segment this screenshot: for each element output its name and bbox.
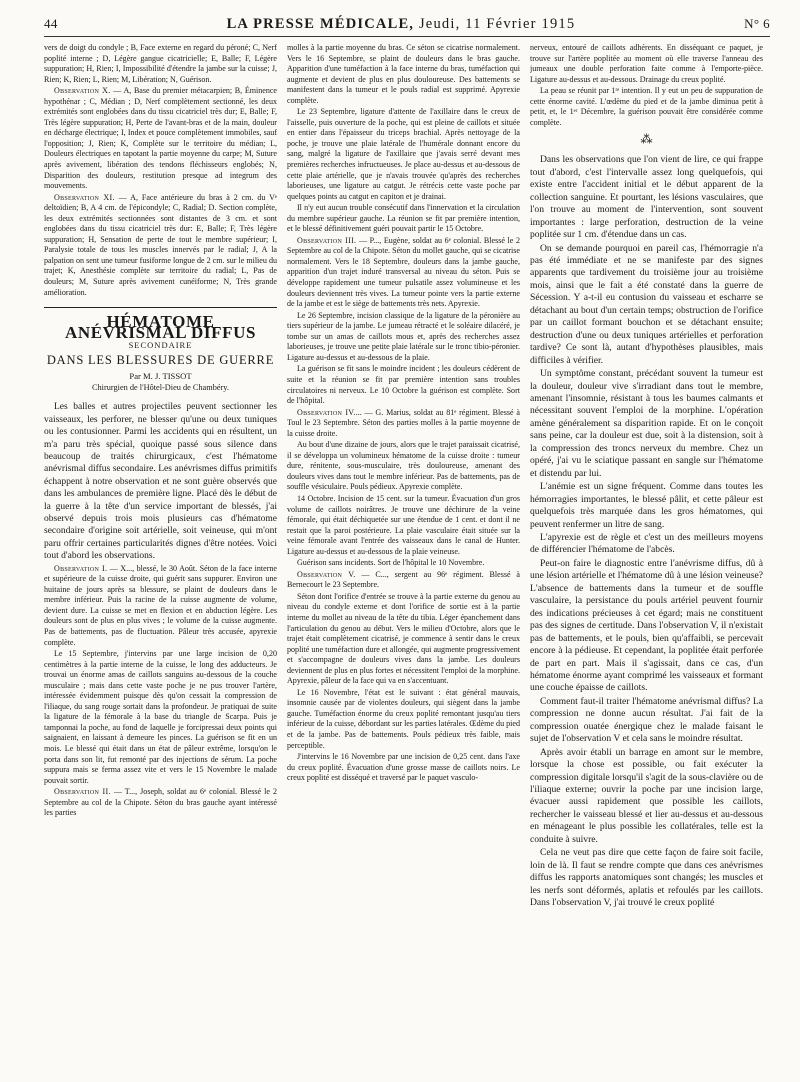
columns: [44, 43, 770, 1073]
observation-5-course: Séton dont l'orifice d'entrée se trouve à la partie externe du genou au niveau du condyle externe et dont l'orifice de sortie est à la partie interne du mollet au niveau de la tête du tibia. Léger épanchement dans l'articulation du genou au début. Vers le milieu d'Octobre, alors que le trajet était complètement cicatrisé, je commence à sentir dans le creux poplité une tuméfaction dure et allongée, qui augmente progressivement et s'accompagne de douleurs vives dans la jambe. Les douleurs deviennent de plus en plus fortes et nécessitent l'emploi de la morphine. Apyrexie, pâleur de la face qui va en s'accentuant.: [287, 591, 520, 686]
author-byline: Par M. J. TISSOT: [129, 371, 192, 382]
column-2: [287, 43, 520, 1073]
obs11-label: Observation XI.: [54, 192, 115, 202]
obs5-label: Observation V.: [297, 569, 356, 579]
obs3-label: Observation III.: [297, 235, 357, 245]
obs11-text: — A, Face antérieure du bras à 2 cm. du Vᵉ deltoïdien; B, A 4 cm. de l'épicondyle; C, Radial; D. Section complète, les deux extrémités sectionnées sont distantes de 3 cm. et sont englobées dans du tissu cicatriciel très dur: E, Balle; F, Très légère suppuration; H, Sensation de perte de tout le membre supérieur; I, Paralysie totale de tous les muscles innervés par le radial; J, A la palpation on sent une tumeur fusiforme longue de 2 cm. sur le milieu du trajet; K, Anesthésie complète sur territoire du radial; L, Pas de douleurs; M, Suture après avivement cunéiforme; N, Très grande amélioration.: [44, 192, 277, 297]
obs2-outcome: Il n'y eut aucun trouble consécutif dans l'innervation et la circulation du membre supérieur gauche. La réunion se fit par première intention, et le blessé définitivement guéri pouvait partir le 15 Octobre.: [287, 203, 520, 234]
observation-5-treatment: J'intervins le 16 Novembre par une incision de 0,25 cent. dans l'axe du creux poplité. Évacuation d'une grosse masse de caillots noirs. Le creux poplité est disséqué et traversé par le paquet vasculo-: [287, 752, 520, 783]
discussion-paragraph-6: Peut-on faire le diagnostic entre l'anévrisme diffus, dû à une lésion artérielle et l'hématome dû à une lésion veineuse? L'absence de battements dans la tumeur et de souffle vasculaire, la persistance du pouls artériel peuvent fournir des indications précieuses à cet égard; mais ne constituent pas des signes de certitude. Dans l'observation V, il n'existait pas de battements, et le pouls, bien qu'affaibli, se percevait encore à la pédieuse. Et cependant, la poplitée était perforée de part en part. Mais il s'agissait, dans ce cas, d'un hématome énorme ayant comprimé les vaisseaux et formant une couche épaisse de caillots.: [530, 557, 763, 694]
observation-5: [287, 570, 520, 591]
obs5-text: — C..., sergent au 96ᵉ régiment. Blessé à Bernecourt le 23 Septembre.: [287, 569, 520, 590]
discussion-paragraph-1: Dans les observations que l'on vient de lire, ce qui frappe tout d'abord, c'est l'intervalle assez long quelquefois, qui existe entre l'accident initial et le début apparent de la collection sanguine. Et pourtant, les lésions vasculaires, que l'on trouve au moment de l'intervention, sont souvent importantes : large perforation, destruction de la veine poplitée sur 1 cm. d'étendue dans un cas.: [530, 154, 763, 241]
issue-date: Jeudi, 11 Février 1915: [418, 16, 576, 32]
obs5-outcome: La peau se réunit par 1ʳᵉ intention. Il y eut un peu de suppuration de cette énorme cavité. L'œdème du pied et de la jambe diminua petit à petit, et, le 1ᵉʳ Décembre, la guérison pouvait être considérée comme complète.: [530, 86, 763, 127]
page-number: 44: [44, 16, 58, 31]
observation-5-state: Le 16 Novembre, l'état est le suivant : état général mauvais, insomnie causée par de violentes douleurs, qui siègent dans la jambe gauche. Tuméfaction énorme du creux poplité remontant jusqu'au tiers inférieur de la cuisse, débordant sur les parties latérales. Œdème du pied et de la jambe. Pas de battements. Pouls pédieux très faible, mais perceptible.: [287, 687, 520, 750]
discussion-paragraph-8: Après avoir établi un barrage en amont sur le membre, lorsque la chose est possible, ou fait exécuter la compression digitale lorsqu'il s'agit de la sous-clavière ou de l'iliaque externe; ouvrir la poche par une incision large, évacuer aussi rapidement que possible les caillots, rechercher le vaisseau blessé et lier au-dessus et au-dessous en ménageant le plus possible les collatérales, telle est la conduite à suivre.: [530, 746, 763, 845]
obs2-treatment: Le 23 Septembre, ligature d'attente de l'axillaire dans le creux de l'aisselle, puis ouverture de la poche, qui est pleine de caillots et située en entier dans l'épaisseur du triceps brachial. Après nettoyage de la poche, je trouve une plaie latérale de l'humérale donnant encore du sang, malgré la ligature de l'axillaire que j'avais serré devant mes premières recherches infructueuses. Je place au-dessus et au-dessous de cette plaie artérielle, que je n'avais trouvée qu'après des recherches laborieuses, une ligature au catgut. Je rétrécis cette vaste poche par quelques points au catgut en capiton et je drainai.: [287, 107, 520, 201]
observation-10: [44, 86, 277, 191]
section-divider: [44, 307, 277, 308]
article-subtitle: DANS LES BLESSURES DE GUERRE: [46, 352, 275, 367]
obs4-label: Observation IV.: [297, 407, 356, 417]
obs2-text: — T..., Joseph, soldat au 6ᵉ colonial. Blessé le 2 Septembre au col de la Chipote. Séton du bras gauche ayant intéressé les parties: [44, 787, 277, 818]
obs2-label: Observation II.: [54, 787, 111, 797]
page-header: [44, 16, 770, 37]
obs10-text: — A, Base du premier métacarpien; B, Éminence hypothénar ; C, Médian ; D, Nerf complètement sectionné, les deux extrémités sont englobées dans du tissu cicatriciel très dur; E, Balle; F, Très légère suppuration; H, Perte de l'avant-bras et de la main, douleur en décharge électrique; I, Index et pouce complètement immobiles, sauf l'opposition; J, Rien; K, Complète sur le territoire du médian; L, Douleurs électriques en tapotant la partie moyenne du carpe; M, Suture après avivement, libération des tendons fléchisseurs englobés; N, Disparition des douleurs, restitution presque ad integrum des mouvements.: [44, 86, 277, 191]
observation-11: [44, 193, 277, 298]
obs1-text: — X..., blessé, le 30 Août. Séton de la face interne et supérieure de la cuisse droite, qui guérit sans suppurer. Environ une huitaine de jours après sa blessure, se plaint de douleurs dans le membre inférieur. Puis la racine de la cuisse augmente de volume, devient dure. La cuisse se met en flexion et en abduction légère. Les douleurs sont de plus en plus vives ; le volume de la cuisse augmente. Pas de battements, pas de fluctuation. Pâleur très accusée, apyrexie complète.: [44, 563, 277, 647]
obs4-text: ... — G. Marius, soldat au 81ᵉ régiment. Blessé à Toul le 23 Septembre. Séton des parties molles à la partie moyenne de la cuisse droite.: [287, 407, 520, 438]
asterism-divider: ⁂: [640, 132, 653, 147]
observation-1: [44, 564, 277, 648]
issue-number: N° 6: [744, 16, 770, 31]
obs1-label: Observation I.: [54, 563, 108, 573]
discussion-paragraph-9: Cela ne veut pas dire que cette façon de faire soit facile, loin de là. Il faut se rendre compte que dans ces anévrismes diffus les rapports anatomiques sont changés; les muscles et les nerfs sont déformés, aplatis et refoulés par les caillots. Dans l'observation V, j'ai trouvé le creux poplité: [530, 847, 763, 909]
observation-2: [44, 787, 277, 819]
discussion-paragraph-5: L'apyrexie est de règle et c'est un des meilleurs moyens de différencier l'hématome de l'abcès.: [530, 531, 763, 556]
obs9-continuation: vers de doigt du condyle ; B, Face externe en regard du péroné; C, Nerf poplité interne ; D, Légère gangue cicatricielle; E, Balle; F, Légère suppuration; H, Rien; I, Impossibilité d'étendre la jambe sur la cuisse; J, Rien; K, Rien; L, Rien; M, Libération; N, Guérison.: [44, 43, 277, 84]
obs3-text: — P..., Eugène, soldat au 6ᵉ colonial. Blessé le 2 Septembre au col de la Chipote. Séton du mollet gauche, qui se cicatrise normalement. Vers le 18 Septembre, douleurs dans la jambe gauche, apparition d'un trajet induré transversal au niveau du séton. Puis se développe rapidement une tumeur pulsatile assez volumineuse et les douleurs deviennent très vives. La tumeur pointe vers la partie externe de la jambe et est le siège de battements très nets. Apyrexie.: [287, 235, 520, 309]
column-1: [44, 43, 277, 1073]
observation-3-outcome: La guérison se fit sans le moindre incident ; les douleurs cédèrent de suite et la réunion se fit par première intention sans troubles circulatoires ni nerveux. Le 10 Octobre la guérison est complète. Sort de l'hôpital.: [287, 364, 520, 406]
column-3: [530, 43, 763, 1073]
discussion-paragraph-3: Un symptôme constant, précédant souvent la tumeur est la douleur, douleur vive s'irradiant dans tout le membre, amenant l'insomnie, résistant à tous les baumes calmants et nécessitant souvent l'emploi de la morphine. L'opération amène généralement sa disparition rapide. Et on le conçoit sans peine, car la douleur est due, soit à la distension, soit à la compression des troncs nerveux du membre. Chez un opéré, j'ai vu le sciatique passant en sangle sur l'hématome et distendu par lui.: [530, 368, 763, 479]
observation-4: [287, 408, 520, 440]
obs10-label: Observation X.: [54, 86, 111, 96]
observation-4-course: Au bout d'une dizaine de jours, alors que le trajet paraissait cicatrisé, il se développa un volumineux hématome de la cuisse droite : tumeur dure, rénitente, sous-musculaire, très douloureuse, amenant des douleurs vives dans tout le membre inférieur. Pas de battements, pas de souffle vésiculaire. Pouls pédieux. Apyrexie complète.: [287, 440, 520, 492]
observation-4-treatment: 14 Octobre. Incision de 15 cent. sur la tumeur. Évacuation d'un gros volume de caillots noirâtres. Je trouve une déchirure de la veine fémorale, qui était déchiquetée sur une étendue de 1 cent. et dont il ne restait que la paroi postérieure. La plaie vasculaire était située sur la veine fémorale avant l'entrée des vaisseaux dans le canal de Hunter. Ligature au-dessus et au-dessous de la plaie veineuse.: [287, 493, 520, 556]
article-secondaire: SECONDAIRE: [128, 340, 193, 351]
obs2-continuation: molles à la partie moyenne du bras. Ce séton se cicatrise normalement. Vers le 16 Septembre, se plaint de douleurs dans le bras gauche. Apparition d'une tuméfaction à la face interne du bras, tuméfaction qui augmente et devient de plus en plus douloureuse. Des battements se manifestent dans la tumeur et le pouls radial est supprimé. Apyrexie complète.: [287, 43, 520, 105]
discussion-paragraph-2: On se demande pourquoi en pareil cas, l'hémorragie n'a pas été immédiate et ne se manifeste par des signes apparents que tardivement du troisième jour au troisième mois, ainsi que le fait a été constaté dans la guerre de Sécession. Y a-t-il eu contusion du vaisseau et escharre se détachant au bout d'un certain temps; obstruction de l'orifice par un caillot formant bouchon et se détachant ensuite; destruction d'une ou deux tuniques artérielles et perforation tardive? Ce sont là, autant d'hypothèses plausibles, mais difficiles à vérifier.: [530, 242, 763, 366]
observation-4-outcome: Guérison sans incidents. Sort de l'hôpital le 10 Novembre.: [297, 558, 485, 568]
author-affiliation: Chirurgien de l'Hôtel-Dieu de Chambéry.: [92, 382, 229, 392]
observation-3: [287, 236, 520, 310]
discussion-paragraph-4: L'anémie est un signe fréquent. Comme dans toutes les hémorragies importantes, le blessé pâlit, et cette pâleur est quelquefois très marquée dans les gros hématomes, qui peuvent renfermer un litre de sang.: [530, 481, 763, 530]
obs5-continuation: nerveux, entouré de caillots adhérents. En disséquant ce paquet, je trouve sur l'artère poplitée au moment où elle traverse l'anneau des jumeaux une double perforation faite comme à l'emporte-pièce. Ligature au-dessus et au-dessous. Drainage du creux poplité.: [530, 43, 763, 84]
journal-title: [227, 16, 576, 33]
journal-name: LA PRESSE MÉDICALE,: [226, 16, 415, 32]
discussion-paragraph-7: Comment faut-il traiter l'hématome anévrismal diffus? La compression ne donne aucun résultat. J'ai fait de la compression ouatée énergique chez le malade faisant le sujet de l'observation V et cela sans le moindre résultat.: [530, 695, 763, 745]
intro-paragraph: Les balles et autres projectiles peuvent sectionner les vaisseaux, les perforer, ne blesser qu'une ou deux tuniques ou les contusionner. Parmi les accidents qui en résultent, un m'a paru très spécial, quoique passé sous silence dans beaucoup de traités chirurgicaux, c'est l'hématome anévrismal diffus secondaire. Les anévrismes diffus primitifs échappent à notre observation et ne sont guère observés que dans les ambulances de première ligne. Placé dès le début de la guerre à la tête d'un service important de blessés, j'ai observé depuis trois mois plusieurs cas d'hématome secondaire d'origine soit artérielle, soit veineuse, qui m'ont paru offrir certaines particularités dignes d'être notées. Voici tout d'abord les observations.: [44, 402, 277, 562]
article-title: HÉMATOME ANÉVRISMAL DIFFUS: [64, 312, 257, 342]
observation-3-treatment: Le 26 Septembre, incision classique de la ligature de la péronière au tiers supérieur de la jambe. Le jumeau rétracté et le soléaire dilacéré, je tombe sur un amas de caillots mous et, après des recherches assez laborieuses, je trouve une petite plaie latérale sur le tronc tibio-péronier. Ligature au-dessus et au-dessous de la plaie.: [287, 310, 520, 362]
observation-1-treatment: Le 15 Septembre, j'intervins par une large incision de 0,20 centimètres à la partie interne de la cuisse, le long des adducteurs. Je trouvai un énorme amas de caillots sanguins au-dessous de la couche musculaire ; mais dans cette vaste poche je ne pus trouver l'artère, intéressée évidemment puisque dès qu'on cessait la compression de l'iliaque, du sang rouge sortait dans la profondeur. Je pratiquai de suite la ligature de la fémorale à la base du triangle de Scarpa. Puis je tamponnai la poche, au fond de laquelle je forcipressai deux points qui saignaient, en laissant à demeure les pinces. La guérison se fit en un mois. Le blessé qui était dans un état de pâleur extrême, lorsqu'on le porta dans son lit, fut remonté par des injections de sérum. La poche suppura mais se ferma assez vite et vers le 15 Novembre le malade pouvait sortir.: [44, 649, 277, 785]
